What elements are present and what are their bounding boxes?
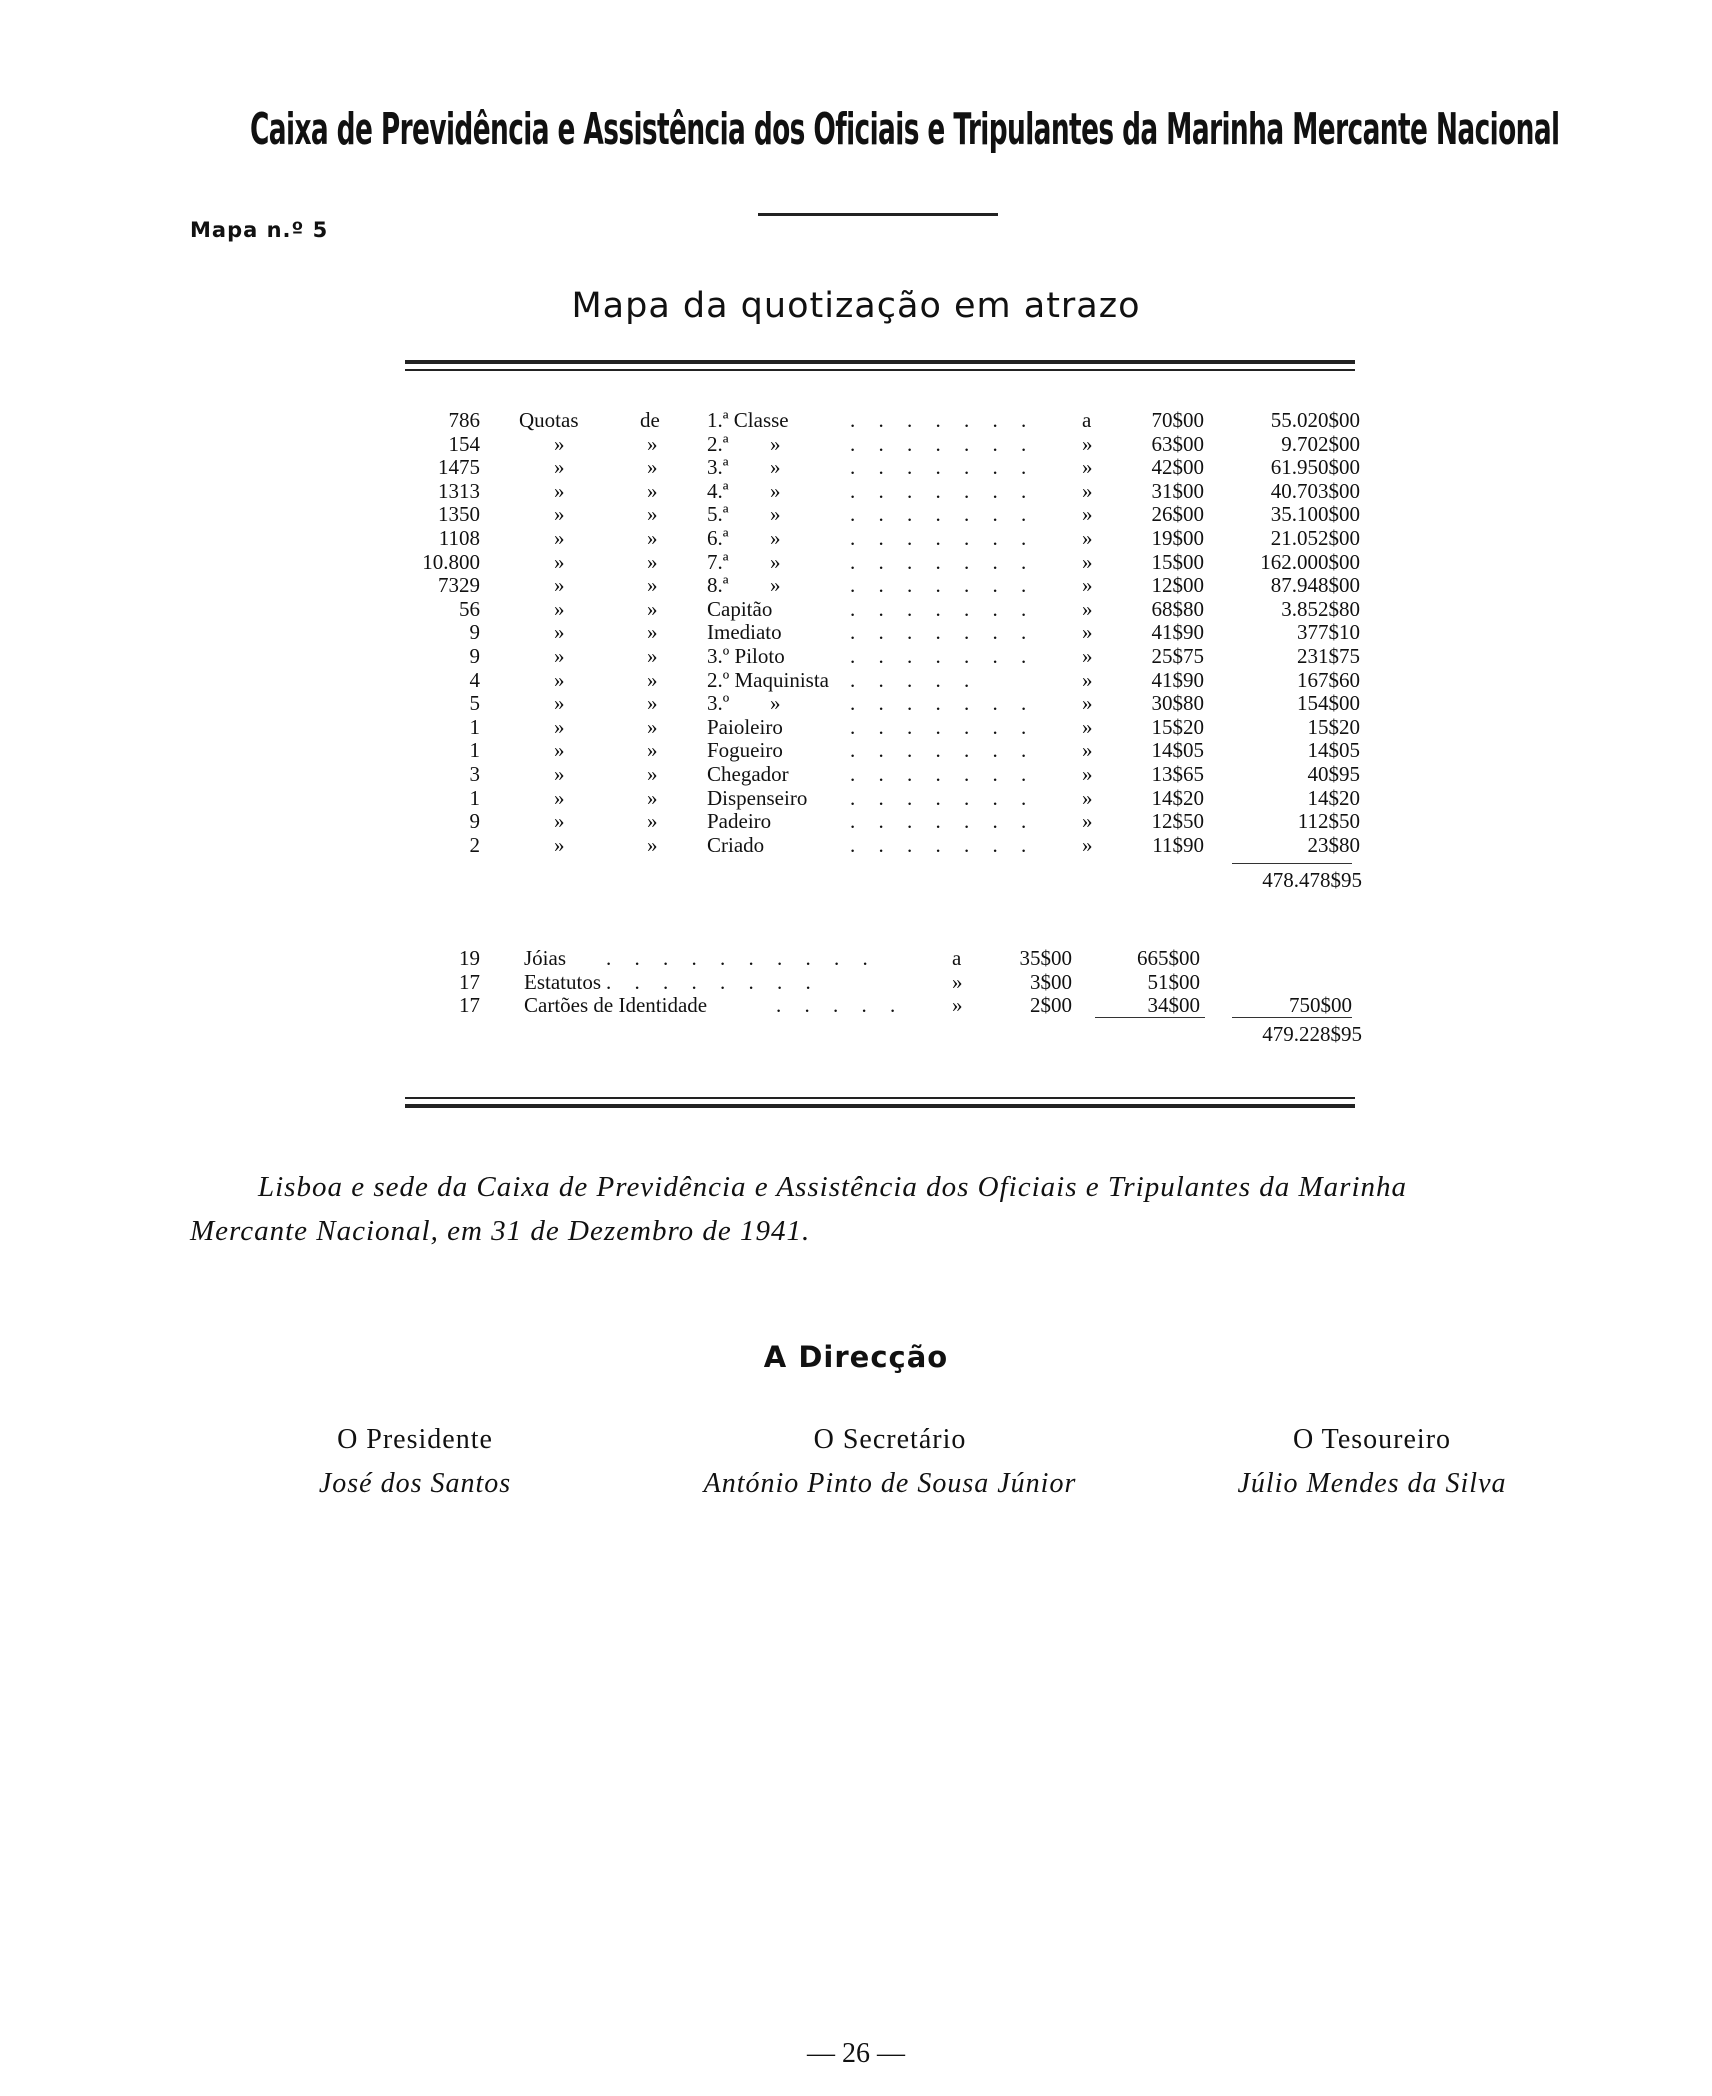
extra-label-cell: Jóias bbox=[524, 946, 566, 970]
leader-dots: . . . . . . . bbox=[850, 549, 1036, 574]
table-row bbox=[0, 432, 1712, 456]
class-cell: 1.ª Classe bbox=[707, 408, 789, 432]
class-cell: Padeiro bbox=[707, 809, 772, 834]
rate-cell: 41$90 bbox=[1151, 620, 1204, 645]
extra-count-cell: 17 bbox=[459, 969, 480, 994]
count-cell: 3 bbox=[469, 762, 480, 786]
leader-dots: . . . . . . . bbox=[850, 644, 1036, 668]
closing-paragraph bbox=[190, 1165, 1580, 1253]
signature-role: O Tesoureiro bbox=[1292, 1424, 1452, 1455]
total-cell: 40.703$00 bbox=[1270, 478, 1360, 503]
total-cell: 61.950$00 bbox=[1270, 455, 1360, 480]
table-bottom-rule bbox=[405, 1104, 1355, 1108]
class-cell: 4.ª bbox=[707, 478, 729, 503]
count-cell: 56 bbox=[459, 596, 480, 621]
class-cell: 3.º bbox=[707, 691, 730, 716]
class-cell: 7.ª bbox=[707, 549, 729, 574]
count-cell: 1 bbox=[469, 738, 480, 763]
quota-cell: » bbox=[554, 667, 565, 692]
rate-prefix-cell: » bbox=[1082, 549, 1093, 574]
table-row bbox=[0, 738, 1712, 762]
quota-cell: » bbox=[554, 762, 565, 786]
rate-prefix-cell: » bbox=[1082, 502, 1093, 527]
quota-cell: Quotas bbox=[519, 408, 579, 432]
rate-prefix-cell: » bbox=[1082, 762, 1093, 786]
count-cell: 1350 bbox=[438, 502, 480, 527]
table-row bbox=[0, 526, 1712, 550]
class-cell: Chegador bbox=[707, 762, 789, 786]
rate-prefix-cell: a bbox=[952, 946, 962, 970]
leader-dots: . . . . . . . bbox=[850, 714, 1036, 739]
class-cell: 2.ª bbox=[707, 431, 729, 456]
leader-dots: . . . . . . . . bbox=[606, 969, 820, 994]
extra-count-cell: 19 bbox=[459, 946, 480, 970]
rate-prefix-cell: » bbox=[1082, 691, 1093, 716]
total-cell: 112$50 bbox=[1297, 809, 1360, 834]
table-row bbox=[0, 620, 1712, 644]
extra-label-cell: Cartões de Identidade bbox=[524, 993, 708, 1018]
class-ditto-cell: » bbox=[770, 431, 781, 456]
total-cell: 21.052$00 bbox=[1270, 526, 1360, 550]
preposition-cell: » bbox=[647, 455, 658, 480]
leader-dots: . . . . . . . bbox=[850, 785, 1036, 810]
rate-prefix-cell: » bbox=[1082, 573, 1093, 598]
table-top-rule-thin bbox=[405, 369, 1355, 371]
rate-cell: 63$00 bbox=[1151, 431, 1204, 456]
quota-subtotal: 478.478$95 bbox=[1262, 868, 1362, 892]
signature-name: José dos Santos bbox=[318, 1468, 512, 1499]
class-ditto-cell: » bbox=[770, 691, 781, 716]
count-cell: 1 bbox=[469, 785, 480, 810]
preposition-cell: » bbox=[647, 691, 658, 716]
grand-total: 479.228$95 bbox=[1262, 1022, 1362, 1046]
leader-dots: . . . . . . . . . . bbox=[606, 946, 877, 970]
table-row bbox=[0, 597, 1712, 621]
quota-cell: » bbox=[554, 549, 565, 574]
table-row bbox=[0, 715, 1712, 739]
total-cell: 23$80 bbox=[1307, 832, 1360, 857]
rate-cell: 70$00 bbox=[1151, 408, 1204, 432]
extra-amount-cell: 34$00 bbox=[1147, 993, 1200, 1018]
class-cell: 3.ª bbox=[707, 455, 729, 480]
leader-dots: . . . . . . . bbox=[850, 431, 1036, 456]
rate-cell: 14$20 bbox=[1151, 785, 1204, 810]
rate-prefix-cell: » bbox=[1082, 738, 1093, 763]
preposition-cell: » bbox=[647, 431, 658, 456]
class-cell: Imediato bbox=[707, 620, 782, 645]
preposition-cell: » bbox=[647, 667, 658, 692]
preposition-cell: » bbox=[647, 502, 658, 527]
class-ditto-cell: » bbox=[770, 549, 781, 574]
quota-cell: » bbox=[554, 526, 565, 550]
rate-prefix-cell: » bbox=[1082, 455, 1093, 480]
preposition-cell: » bbox=[647, 526, 658, 550]
table-row bbox=[0, 762, 1712, 786]
class-ditto-cell: » bbox=[770, 478, 781, 503]
leader-dots: . . . . . . . bbox=[850, 455, 1036, 480]
quota-cell: » bbox=[554, 714, 565, 739]
quota-cell: » bbox=[554, 809, 565, 834]
leader-dots: . . . . . . . bbox=[850, 620, 1036, 645]
count-cell: 10.800 bbox=[422, 549, 480, 574]
rate-cell: 14$05 bbox=[1151, 738, 1204, 763]
quota-cell: » bbox=[554, 478, 565, 503]
count-cell: 7329 bbox=[438, 573, 480, 598]
signature-treasurer bbox=[1142, 1418, 1602, 1506]
rate-prefix-cell: a bbox=[1082, 408, 1092, 432]
preposition-cell: » bbox=[647, 785, 658, 810]
rate-cell: 68$80 bbox=[1151, 596, 1204, 621]
total-cell: 55.020$00 bbox=[1270, 408, 1360, 432]
count-cell: 1313 bbox=[438, 478, 480, 503]
preposition-cell: » bbox=[647, 738, 658, 763]
quota-cell: » bbox=[554, 573, 565, 598]
leader-dots: . . . . . . . bbox=[850, 596, 1036, 621]
leader-dots: . . . . . . . bbox=[850, 478, 1036, 503]
leader-dots: . . . . . . . bbox=[850, 502, 1036, 527]
count-cell: 4 bbox=[469, 667, 480, 692]
leader-dots: . . . . . bbox=[850, 667, 979, 692]
rate-cell: 19$00 bbox=[1151, 526, 1204, 550]
class-ditto-cell: » bbox=[770, 573, 781, 598]
quota-cell: » bbox=[554, 644, 565, 668]
class-ditto-cell: » bbox=[770, 502, 781, 527]
table-row bbox=[0, 455, 1712, 479]
table-row bbox=[0, 668, 1712, 692]
rate-prefix-cell: » bbox=[1082, 809, 1093, 834]
count-cell: 9 bbox=[469, 620, 480, 645]
quota-cell: » bbox=[554, 455, 565, 480]
class-cell: 5.ª bbox=[707, 502, 729, 527]
total-cell: 3.852$80 bbox=[1281, 596, 1360, 621]
extra-label-cell: Estatutos bbox=[524, 969, 601, 994]
rate-cell: 30$80 bbox=[1151, 691, 1204, 716]
preposition-cell: de bbox=[640, 408, 660, 432]
table-top-rule bbox=[405, 360, 1355, 364]
rate-cell: 41$90 bbox=[1151, 667, 1204, 692]
signature-name: Júlio Mendes da Silva bbox=[1237, 1468, 1507, 1499]
count-cell: 2 bbox=[469, 832, 480, 857]
grand-total-rule bbox=[1232, 1017, 1352, 1018]
total-cell: 154$00 bbox=[1297, 691, 1360, 716]
class-cell: 8.ª bbox=[707, 573, 729, 598]
class-cell: Dispenseiro bbox=[707, 785, 808, 810]
rate-cell: 42$00 bbox=[1151, 455, 1204, 480]
preposition-cell: » bbox=[647, 644, 658, 668]
total-cell: 9.702$00 bbox=[1281, 431, 1360, 456]
count-cell: 9 bbox=[469, 809, 480, 834]
rate-cell: 12$50 bbox=[1151, 809, 1204, 834]
rate-prefix-cell: » bbox=[1082, 667, 1093, 692]
class-ditto-cell: » bbox=[770, 455, 781, 480]
count-cell: 154 bbox=[448, 431, 480, 456]
rate-prefix-cell: » bbox=[1082, 832, 1093, 857]
quota-cell: » bbox=[554, 785, 565, 810]
class-cell: 3.º Piloto bbox=[707, 644, 785, 668]
rate-prefix-cell: » bbox=[1082, 596, 1093, 621]
rate-prefix-cell: » bbox=[1082, 785, 1093, 810]
extra-amount-cell: 51$00 bbox=[1147, 969, 1200, 994]
class-cell: Fogueiro bbox=[707, 738, 783, 763]
table-row bbox=[0, 644, 1712, 668]
total-cell: 14$05 bbox=[1307, 738, 1360, 763]
signature-president bbox=[185, 1418, 645, 1506]
preposition-cell: » bbox=[647, 620, 658, 645]
total-cell: 162.000$00 bbox=[1260, 549, 1360, 574]
signature-name: António Pinto de Sousa Júnior bbox=[703, 1468, 1077, 1499]
quota-cell: » bbox=[554, 431, 565, 456]
leader-dots: . . . . . . . bbox=[850, 408, 1036, 432]
total-cell: 14$20 bbox=[1307, 785, 1360, 810]
preposition-cell: » bbox=[647, 832, 658, 857]
rate-prefix-cell: » bbox=[1082, 644, 1093, 668]
class-cell: 6.ª bbox=[707, 526, 729, 550]
table-row bbox=[0, 573, 1712, 597]
rate-cell: 13$65 bbox=[1151, 762, 1204, 786]
preposition-cell: » bbox=[647, 714, 658, 739]
quota-cell: » bbox=[554, 832, 565, 857]
rate-prefix-cell: » bbox=[952, 969, 963, 994]
rate-prefix-cell: » bbox=[1082, 478, 1093, 503]
map-number: Mapa n.º 5 bbox=[190, 218, 329, 242]
total-cell: 87.948$00 bbox=[1270, 573, 1360, 598]
preposition-cell: » bbox=[647, 573, 658, 598]
leader-dots: . . . . . . . bbox=[850, 738, 1036, 763]
class-cell: Capitão bbox=[707, 596, 773, 621]
quota-cell: » bbox=[554, 502, 565, 527]
closing-line-2: Mercante Nacional, em 31 de Dezembro de 1941. bbox=[190, 1215, 811, 1247]
rate-cell: 26$00 bbox=[1151, 502, 1204, 527]
total-cell: 35.100$00 bbox=[1270, 502, 1360, 527]
rate-prefix-cell: » bbox=[1082, 620, 1093, 645]
rate-cell: 25$75 bbox=[1151, 644, 1204, 668]
extra-amount-cell: 665$00 bbox=[1137, 946, 1200, 970]
signatures-heading: A Direcção bbox=[763, 1340, 949, 1374]
total-cell: 377$10 bbox=[1297, 620, 1360, 645]
table-bottom-rule-thin bbox=[405, 1097, 1355, 1099]
count-cell: 1108 bbox=[438, 526, 480, 550]
extra-rate-cell: 2$00 bbox=[1030, 993, 1072, 1018]
total-cell: 231$75 bbox=[1297, 644, 1360, 668]
table-row bbox=[0, 786, 1712, 810]
preposition-cell: » bbox=[647, 762, 658, 786]
rate-cell: 12$00 bbox=[1151, 573, 1204, 598]
total-cell: 15$20 bbox=[1307, 714, 1360, 739]
extras-sum: 750$00 bbox=[1289, 993, 1352, 1018]
preposition-cell: » bbox=[647, 809, 658, 834]
title-underline bbox=[758, 213, 998, 216]
count-cell: 1 bbox=[469, 714, 480, 739]
rate-cell: 11$90 bbox=[1152, 832, 1204, 857]
table-row bbox=[0, 502, 1712, 526]
table-row bbox=[0, 691, 1712, 715]
count-cell: 9 bbox=[469, 644, 480, 668]
signature-role: O Presidente bbox=[337, 1424, 493, 1455]
total-cell: 167$60 bbox=[1297, 667, 1360, 692]
extra-rate-cell: 35$00 bbox=[1019, 946, 1072, 970]
class-cell: Paioleiro bbox=[707, 714, 783, 739]
count-cell: 1475 bbox=[438, 455, 480, 480]
preposition-cell: » bbox=[647, 596, 658, 621]
leader-dots: . . . . . . . bbox=[850, 573, 1036, 598]
leader-dots: . . . . . bbox=[776, 993, 905, 1018]
rate-prefix-cell: » bbox=[1082, 714, 1093, 739]
rate-prefix-cell: » bbox=[952, 993, 963, 1018]
rate-cell: 15$20 bbox=[1151, 714, 1204, 739]
extra-rate-cell: 3$00 bbox=[1030, 969, 1072, 994]
count-cell: 786 bbox=[448, 408, 480, 432]
extra-count-cell: 17 bbox=[459, 993, 480, 1018]
table-row bbox=[0, 408, 1712, 432]
preposition-cell: » bbox=[647, 549, 658, 574]
quota-cell: » bbox=[554, 620, 565, 645]
class-cell: 2.º Maquinista bbox=[707, 667, 830, 692]
rate-prefix-cell: » bbox=[1082, 431, 1093, 456]
table-row bbox=[0, 809, 1712, 833]
class-ditto-cell: » bbox=[770, 526, 781, 550]
preposition-cell: » bbox=[647, 478, 658, 503]
closing-line-1: Lisboa e sede da Caixa de Previdência e Assistência dos Oficiais e Tripulantes da Marinha bbox=[258, 1171, 1408, 1203]
quota-cell: » bbox=[554, 596, 565, 621]
class-cell: Criado bbox=[707, 832, 765, 857]
quota-cell: » bbox=[554, 738, 565, 763]
count-cell: 5 bbox=[469, 691, 480, 716]
document-title: Caixa de Previdência e Assistência dos Oficiais e Tripulantes da Marinha Mercante Nacional bbox=[250, 104, 1560, 155]
rate-cell: 31$00 bbox=[1151, 478, 1204, 503]
signature-role: O Secretário bbox=[813, 1424, 967, 1455]
page-number: — 26 — bbox=[807, 2038, 905, 2069]
rate-prefix-cell: » bbox=[1082, 526, 1093, 550]
extras-amount-rule bbox=[1095, 1017, 1205, 1018]
leader-dots: . . . . . . . bbox=[850, 809, 1036, 834]
quota-cell: » bbox=[554, 691, 565, 716]
table-row bbox=[0, 550, 1712, 574]
table-row bbox=[0, 833, 1712, 857]
leader-dots: . . . . . . . bbox=[850, 526, 1036, 550]
total-cell: 40$95 bbox=[1307, 762, 1360, 786]
table-title: Mapa da quotização em atrazo bbox=[571, 286, 1141, 326]
leader-dots: . . . . . . . bbox=[850, 691, 1036, 716]
subtotal-rule bbox=[1232, 863, 1352, 864]
table-row bbox=[0, 479, 1712, 503]
signature-secretary bbox=[660, 1418, 1120, 1506]
rate-cell: 15$00 bbox=[1151, 549, 1204, 574]
leader-dots: . . . . . . . bbox=[850, 832, 1036, 857]
leader-dots: . . . . . . . bbox=[850, 762, 1036, 786]
